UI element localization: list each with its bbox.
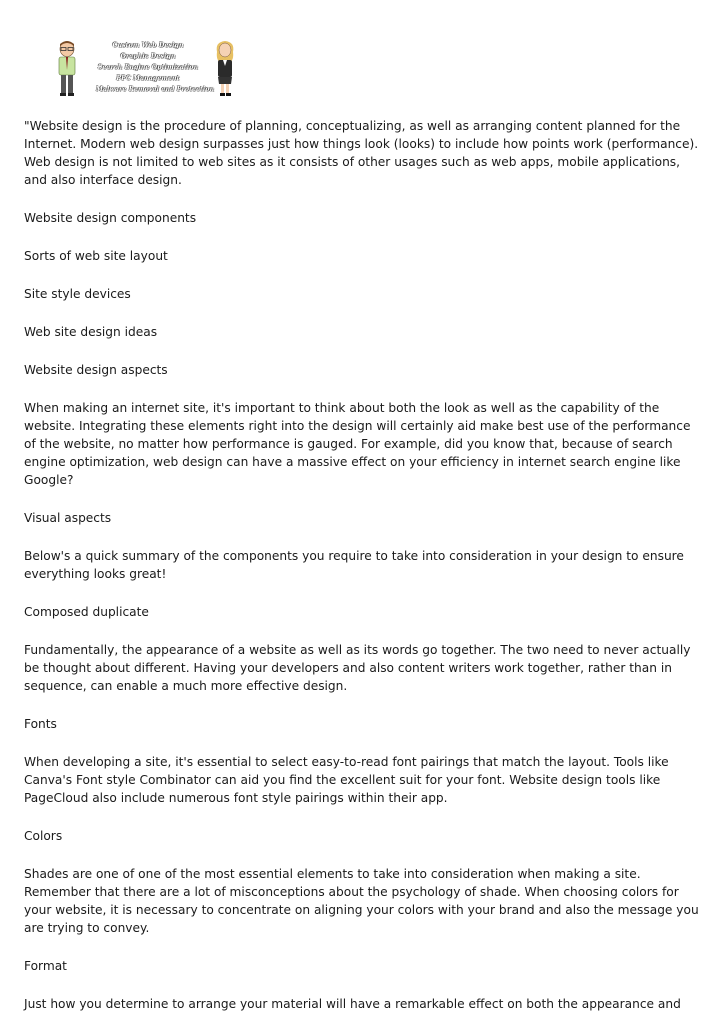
body-paragraph: When developing a site, it's essential to select easy-to-read font pairings that match the layout. Tools like Canva's Font style Combinator can aid you find the excellent suit for your font. Website design tools like PageCloud also include numerous font style pairings within their app. [24,755,669,805]
section-heading: Format [24,959,67,973]
logo-line: Custom Web Design [112,42,184,49]
company-logo [96,40,215,95]
logo-line: Malware Removal and Protection [96,86,215,93]
section-heading: Visual aspects [24,511,112,525]
body-paragraph: When making an internet site, it's important to think about both the look as well as the capability of the website. Integrating these elements right into the design will certainly aid make best use of the performance of the website, no matter how performance is gauged. For example, did you know that, because of search engine optimization, web design can have a massive effect on your efficiency in internet search engine like Google? [24,401,691,487]
body-paragraph: Below's a quick summary of the components you require to take into consideration in your design to ensure everything looks great! [24,549,684,581]
section-heading: Sorts of web site layout [24,249,168,263]
section-heading: Website design aspects [24,363,168,377]
body-paragraph: Just how you determine to arrange your material will have a remarkable effect on both the appearance and [24,997,681,1011]
section-heading: Colors [24,829,63,843]
section-heading: Web site design ideas [24,325,158,339]
cartoon-man-icon [52,40,82,98]
logo-line: PPC Management [116,75,180,82]
logo-line: Graphic Design [120,53,176,60]
logo-line: Search Engine Optimization [97,64,199,71]
section-heading: Fonts [24,717,57,731]
body-paragraph: Shades are one of one of the most essential elements to take into consideration when making a site. Remember that there are a lot of misconceptions about the psychology of shade. When choosing colors for your website, it is necessary to concentrate on aligning your colors with your brand and also the message you are trying to convey. [24,867,699,935]
article-body [24,117,700,1033]
cartoon-woman-icon [210,40,240,98]
section-heading: Composed duplicate [24,605,149,619]
section-heading: Site style devices [24,287,131,301]
intro-paragraph: "Website design is the procedure of planning, conceptualizing, as well as arranging content planned for the Internet. Modern web design surpasses just how things look (looks) to include how points work (performance). Web design is not limited to web sites as it consists of other usages such as web apps, mobile applications, and also interface design. [24,119,699,187]
body-paragraph: Fundamentally, the appearance of a website as well as its words go together. The two need to never actually be thought about different. Having your developers and also content writers work together, rather than in sequence, can enable a much more effective design. [24,643,691,693]
header-banner [0,0,720,110]
section-heading: Website design components [24,211,197,225]
